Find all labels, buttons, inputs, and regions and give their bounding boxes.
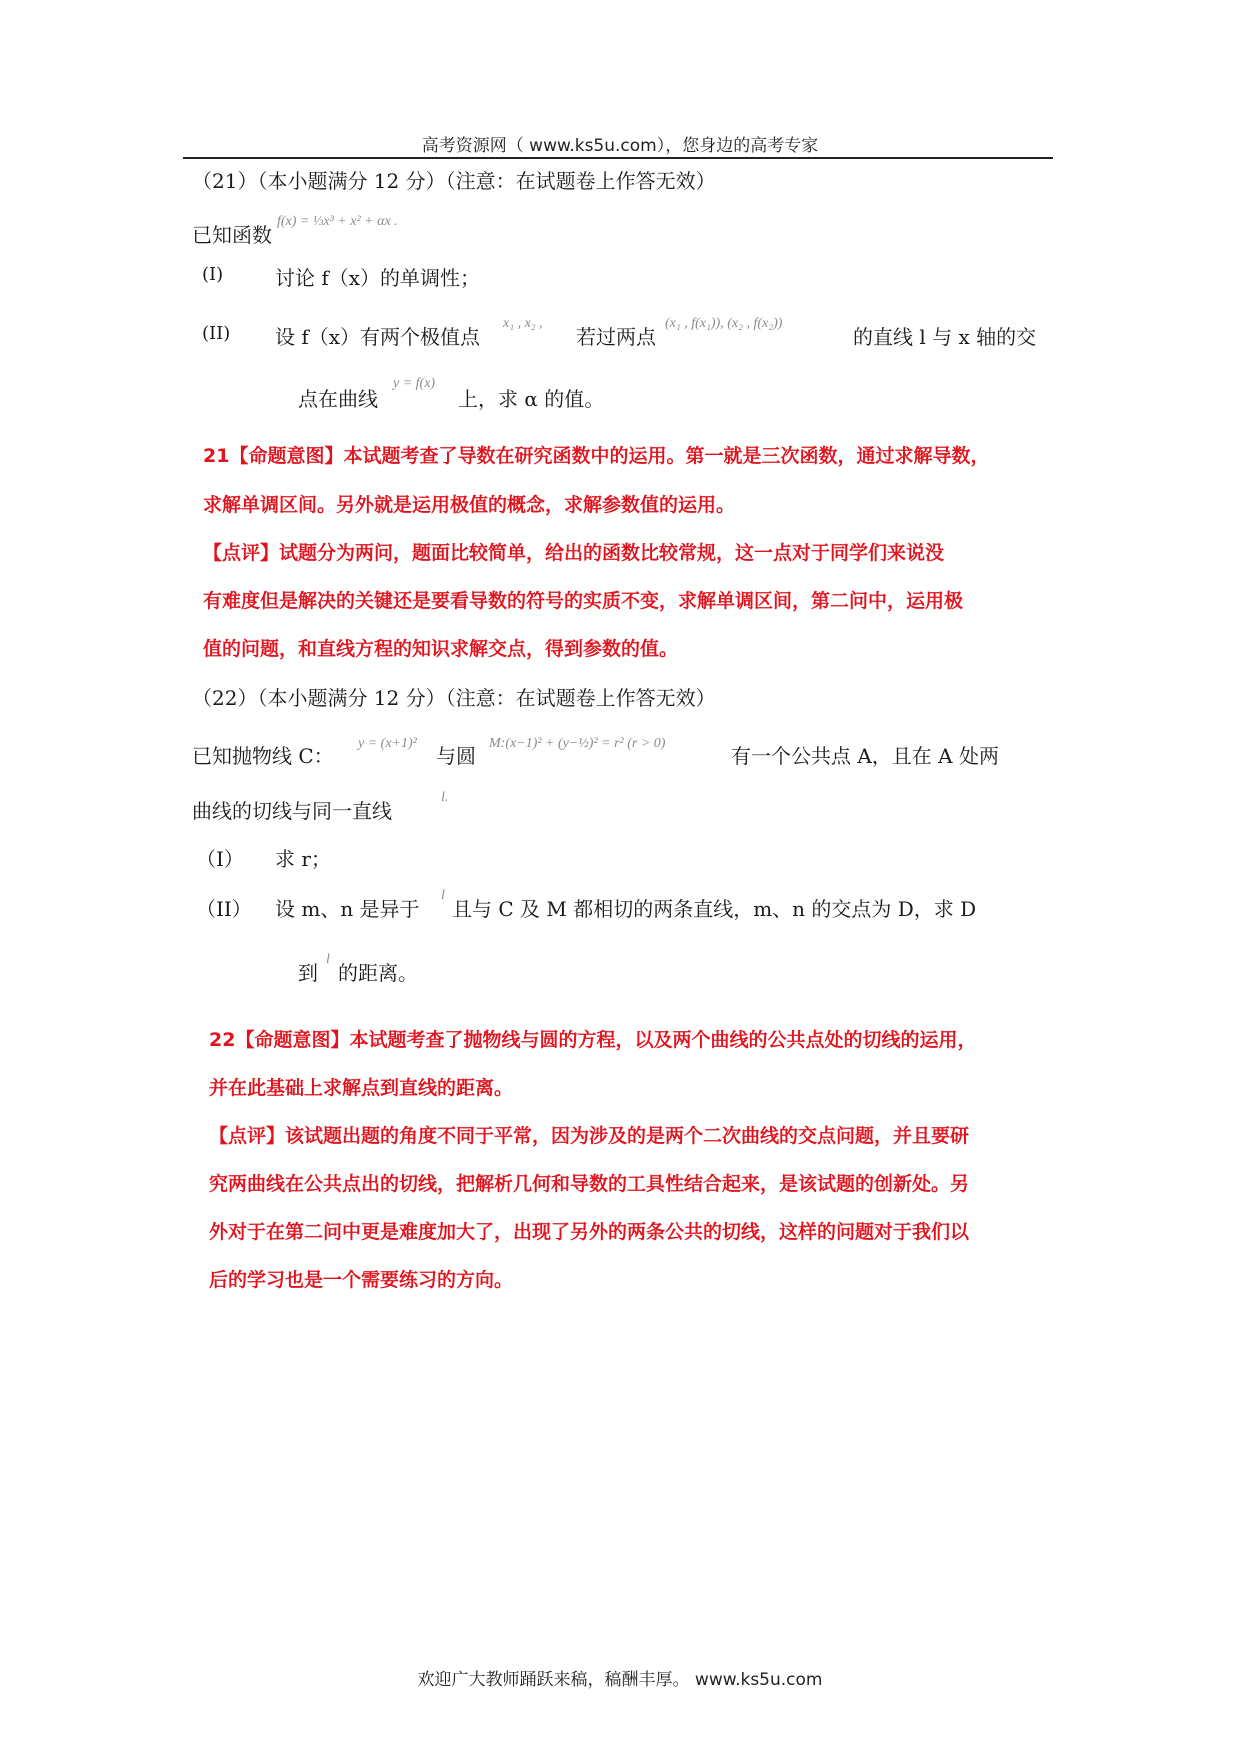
q21-comment-line-2: 有难度但是解决的关键还是要看导数的符号的实质不变，求解单调区间，第二问中，运用极 bbox=[203, 590, 964, 612]
q21-part2-number: (II) bbox=[202, 323, 231, 344]
q21-intent-line-2: 求解单调区间。另外就是运用极值的概念，求解参数值的运用。 bbox=[203, 494, 736, 516]
page-header: 高考资源网（ www.ks5u.com），您身边的高考专家 bbox=[421, 136, 819, 156]
q22-part2-text-a: 设 m、n 是异于 bbox=[275, 897, 420, 921]
header-rule bbox=[183, 157, 1053, 159]
q22-part2-line2-a: 到 bbox=[298, 961, 318, 985]
q21-title: （21）（本小题满分 12 分）（注意：在试题卷上作答无效） bbox=[192, 169, 716, 193]
q22-given-b: 与圆 bbox=[436, 744, 476, 768]
q21-part2-text-a: 设 f（x）有两个极值点 bbox=[275, 325, 481, 349]
q22-intent-line-1: 22【命题意图】本试题考查了抛物线与圆的方程，以及两个曲线的公共点处的切线的运用， bbox=[209, 1029, 977, 1051]
q21-extreme-points: x₁ , x₂ , bbox=[503, 316, 543, 331]
q22-given-line2: 曲线的切线与同一直线 bbox=[192, 799, 392, 823]
q21-intent-line-1: 21【命题意图】本试题考查了导数在研究函数中的运用。第一就是三次函数，通过求解导数， bbox=[203, 445, 990, 467]
q22-part2-line2-b: 的距离。 bbox=[338, 961, 418, 985]
q22-part2-text-b: 且与 C 及 M 都相切的两条直线，m、n 的交点为 D，求 D bbox=[452, 897, 977, 921]
q21-two-points: (x₁ , f(x₁)), (x₂ , f(x₂)) bbox=[665, 316, 783, 331]
q21-given-prefix: 已知函数 bbox=[192, 223, 272, 247]
page-footer: 欢迎广大教师踊跃来稿，稿酬丰厚。 www.ks5u.com bbox=[417, 1670, 823, 1690]
q21-part2-text-b: 若过两点 bbox=[576, 325, 656, 349]
q22-part1-text: 求 r； bbox=[275, 847, 331, 871]
q22-line-symbol-3: l bbox=[326, 952, 330, 967]
q22-part1-number: （I） bbox=[196, 847, 244, 871]
q22-line-symbol-2: l bbox=[441, 888, 445, 903]
q22-comment-line-1: 【点评】该试题出题的角度不同于平常，因为涉及的是两个二次曲线的交点问题，并且要研 bbox=[209, 1125, 970, 1147]
q22-parabola: y = (x+1)² bbox=[358, 736, 417, 751]
q21-part1-text: 讨论 f（x）的单调性； bbox=[275, 266, 481, 290]
q22-circle: M:(x−1)² + (y−½)² = r² (r > 0) bbox=[489, 736, 666, 751]
q22-given-c: 有一个公共点 A，且在 A 处两 bbox=[731, 744, 999, 768]
q22-part2-number: （II） bbox=[196, 897, 252, 921]
q22-intent-line-2: 并在此基础上求解点到直线的距离。 bbox=[209, 1077, 514, 1099]
q22-given-a: 已知抛物线 C： bbox=[192, 744, 334, 768]
q22-line-symbol: l. bbox=[441, 790, 449, 805]
q22-comment-line-4: 后的学习也是一个需要练习的方向。 bbox=[209, 1269, 514, 1291]
q21-comment-line-3: 值的问题，和直线方程的知识求解交点，得到参数的值。 bbox=[203, 638, 679, 660]
q21-part2-text-c: 的直线 l 与 x 轴的交 bbox=[853, 325, 1037, 349]
q22-comment-line-2: 究两曲线在公共点出的切线，把解析几何和导数的工具性结合起来，是该试题的创新处。另 bbox=[209, 1173, 970, 1195]
q21-comment-line-1: 【点评】试题分为两问，题面比较简单，给出的函数比较常规，这一点对于同学们来说没 bbox=[203, 542, 945, 564]
q21-part1-number: (I) bbox=[202, 264, 224, 285]
q21-curve: y = f(x) bbox=[393, 376, 436, 391]
q22-comment-line-3: 外对于在第二问中更是难度加大了，出现了另外的两条公共的切线，这样的问题对于我们以 bbox=[209, 1221, 970, 1243]
q22-title: （22）（本小题满分 12 分）（注意：在试题卷上作答无效） bbox=[192, 686, 716, 710]
q21-part2-line2-a: 点在曲线 bbox=[298, 387, 378, 411]
q21-function-formula: f(x) = ⅓x³ + x² + αx . bbox=[277, 214, 398, 229]
q21-part2-line2-b: 上，求 α 的值。 bbox=[458, 387, 605, 411]
